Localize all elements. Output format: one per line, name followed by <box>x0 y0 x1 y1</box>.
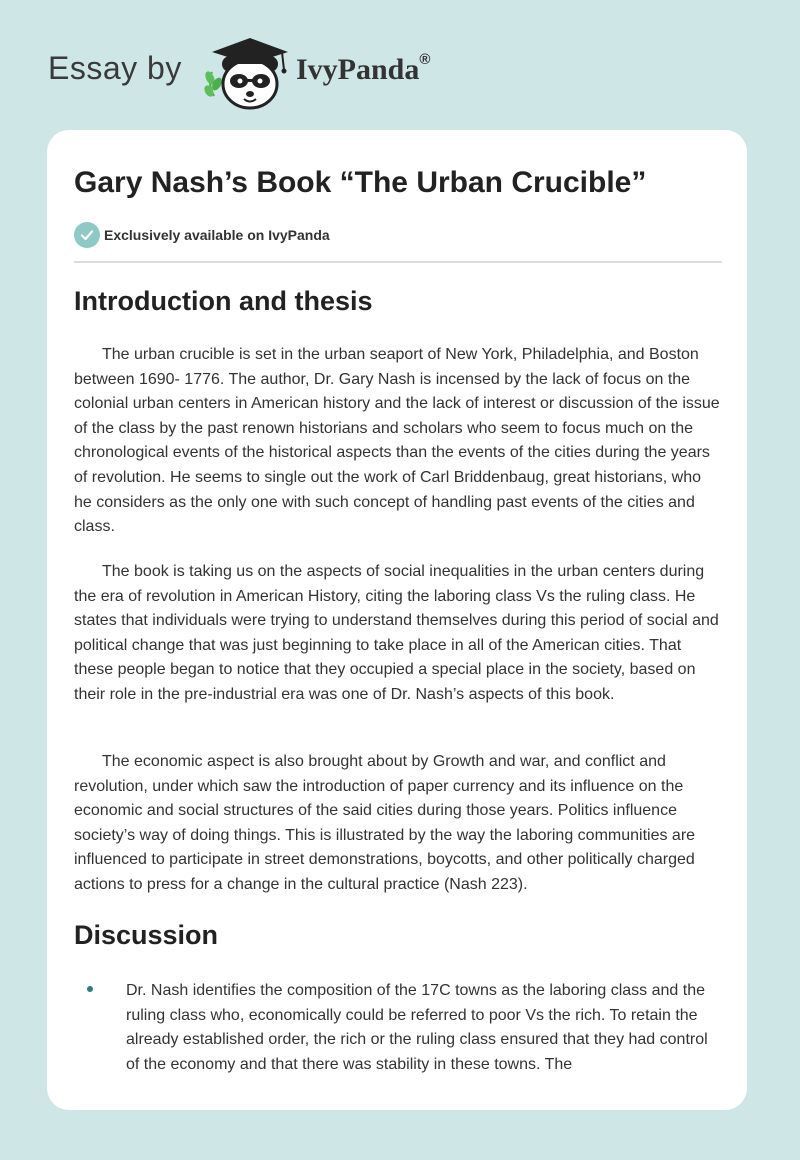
essay-card <box>47 130 747 1110</box>
panda-graduate-icon[interactable] <box>200 36 292 112</box>
paragraph: The economic aspect is also brought about by Growth and war, and conflict and revolution, under which saw the introduction of paper currency and its influence on the economic and social structures of the said cities during those years. Politics influence society’s way of doing things. This is illustrated by the way the laboring communities are influenced to participate in street demonstrations, boycotts, and other politically charged actions to press for a change in the cultural practice (Nash 223). <box>74 753 696 893</box>
page-title: Gary Nash’s Book “The Urban Crucible” <box>74 166 647 199</box>
badge-text: Exclusively available on IvyPanda <box>104 227 330 243</box>
section-heading-introduction: Introduction and thesis <box>74 286 373 316</box>
divider <box>74 261 722 263</box>
exclusive-badge <box>74 222 330 248</box>
paragraph: The book is taking us on the aspects of social inequalities in the urban centers during the era of revolution in American History, citing the laboring class Vs the ruling class. He states that individuals were trying to understand themselves during this period of social and political change that was just beginning to take place in all of the American cities. That these people began to notice that they occupied a special place in the society, based on their role in the pre-industrial era was one of Dr. Nash’s aspects of this book. <box>74 563 719 703</box>
registered-mark: ® <box>419 51 431 68</box>
essay-by-label: Essay by <box>48 50 182 86</box>
bullet-dot <box>87 986 93 992</box>
list-item: Dr. Nash identifies the composition of the 17C towns as the laboring class and the ruling class who, economically could be referred to poor Vs the rich. To retain the already established order, the rich or the ruling class ensured that they had control of the economy and that there was stability in these towns. The <box>126 982 708 1073</box>
section-heading-discussion: Discussion <box>74 920 219 950</box>
brand-name[interactable]: IvyPanda® <box>296 51 431 86</box>
paragraph: The urban crucible is set in the urban seaport of New York, Philadelphia, and Boston between 1690- 1776. The author, Dr. Gary Nash is incensed by the lack of focus on the colonial urban centers in American history and the lack of interest or discussion of the issue of the class by the past renown historians and scholars who seem to focus much on the chronological events of the historical aspects than the events of the cities during the years of revolution. He seems to single out the work of Carl Briddenbaug, great historians, who he considers as the only one with such concept of handling past events of the cities and class. <box>74 346 720 536</box>
check-icon <box>74 222 100 248</box>
site-header <box>48 36 488 112</box>
